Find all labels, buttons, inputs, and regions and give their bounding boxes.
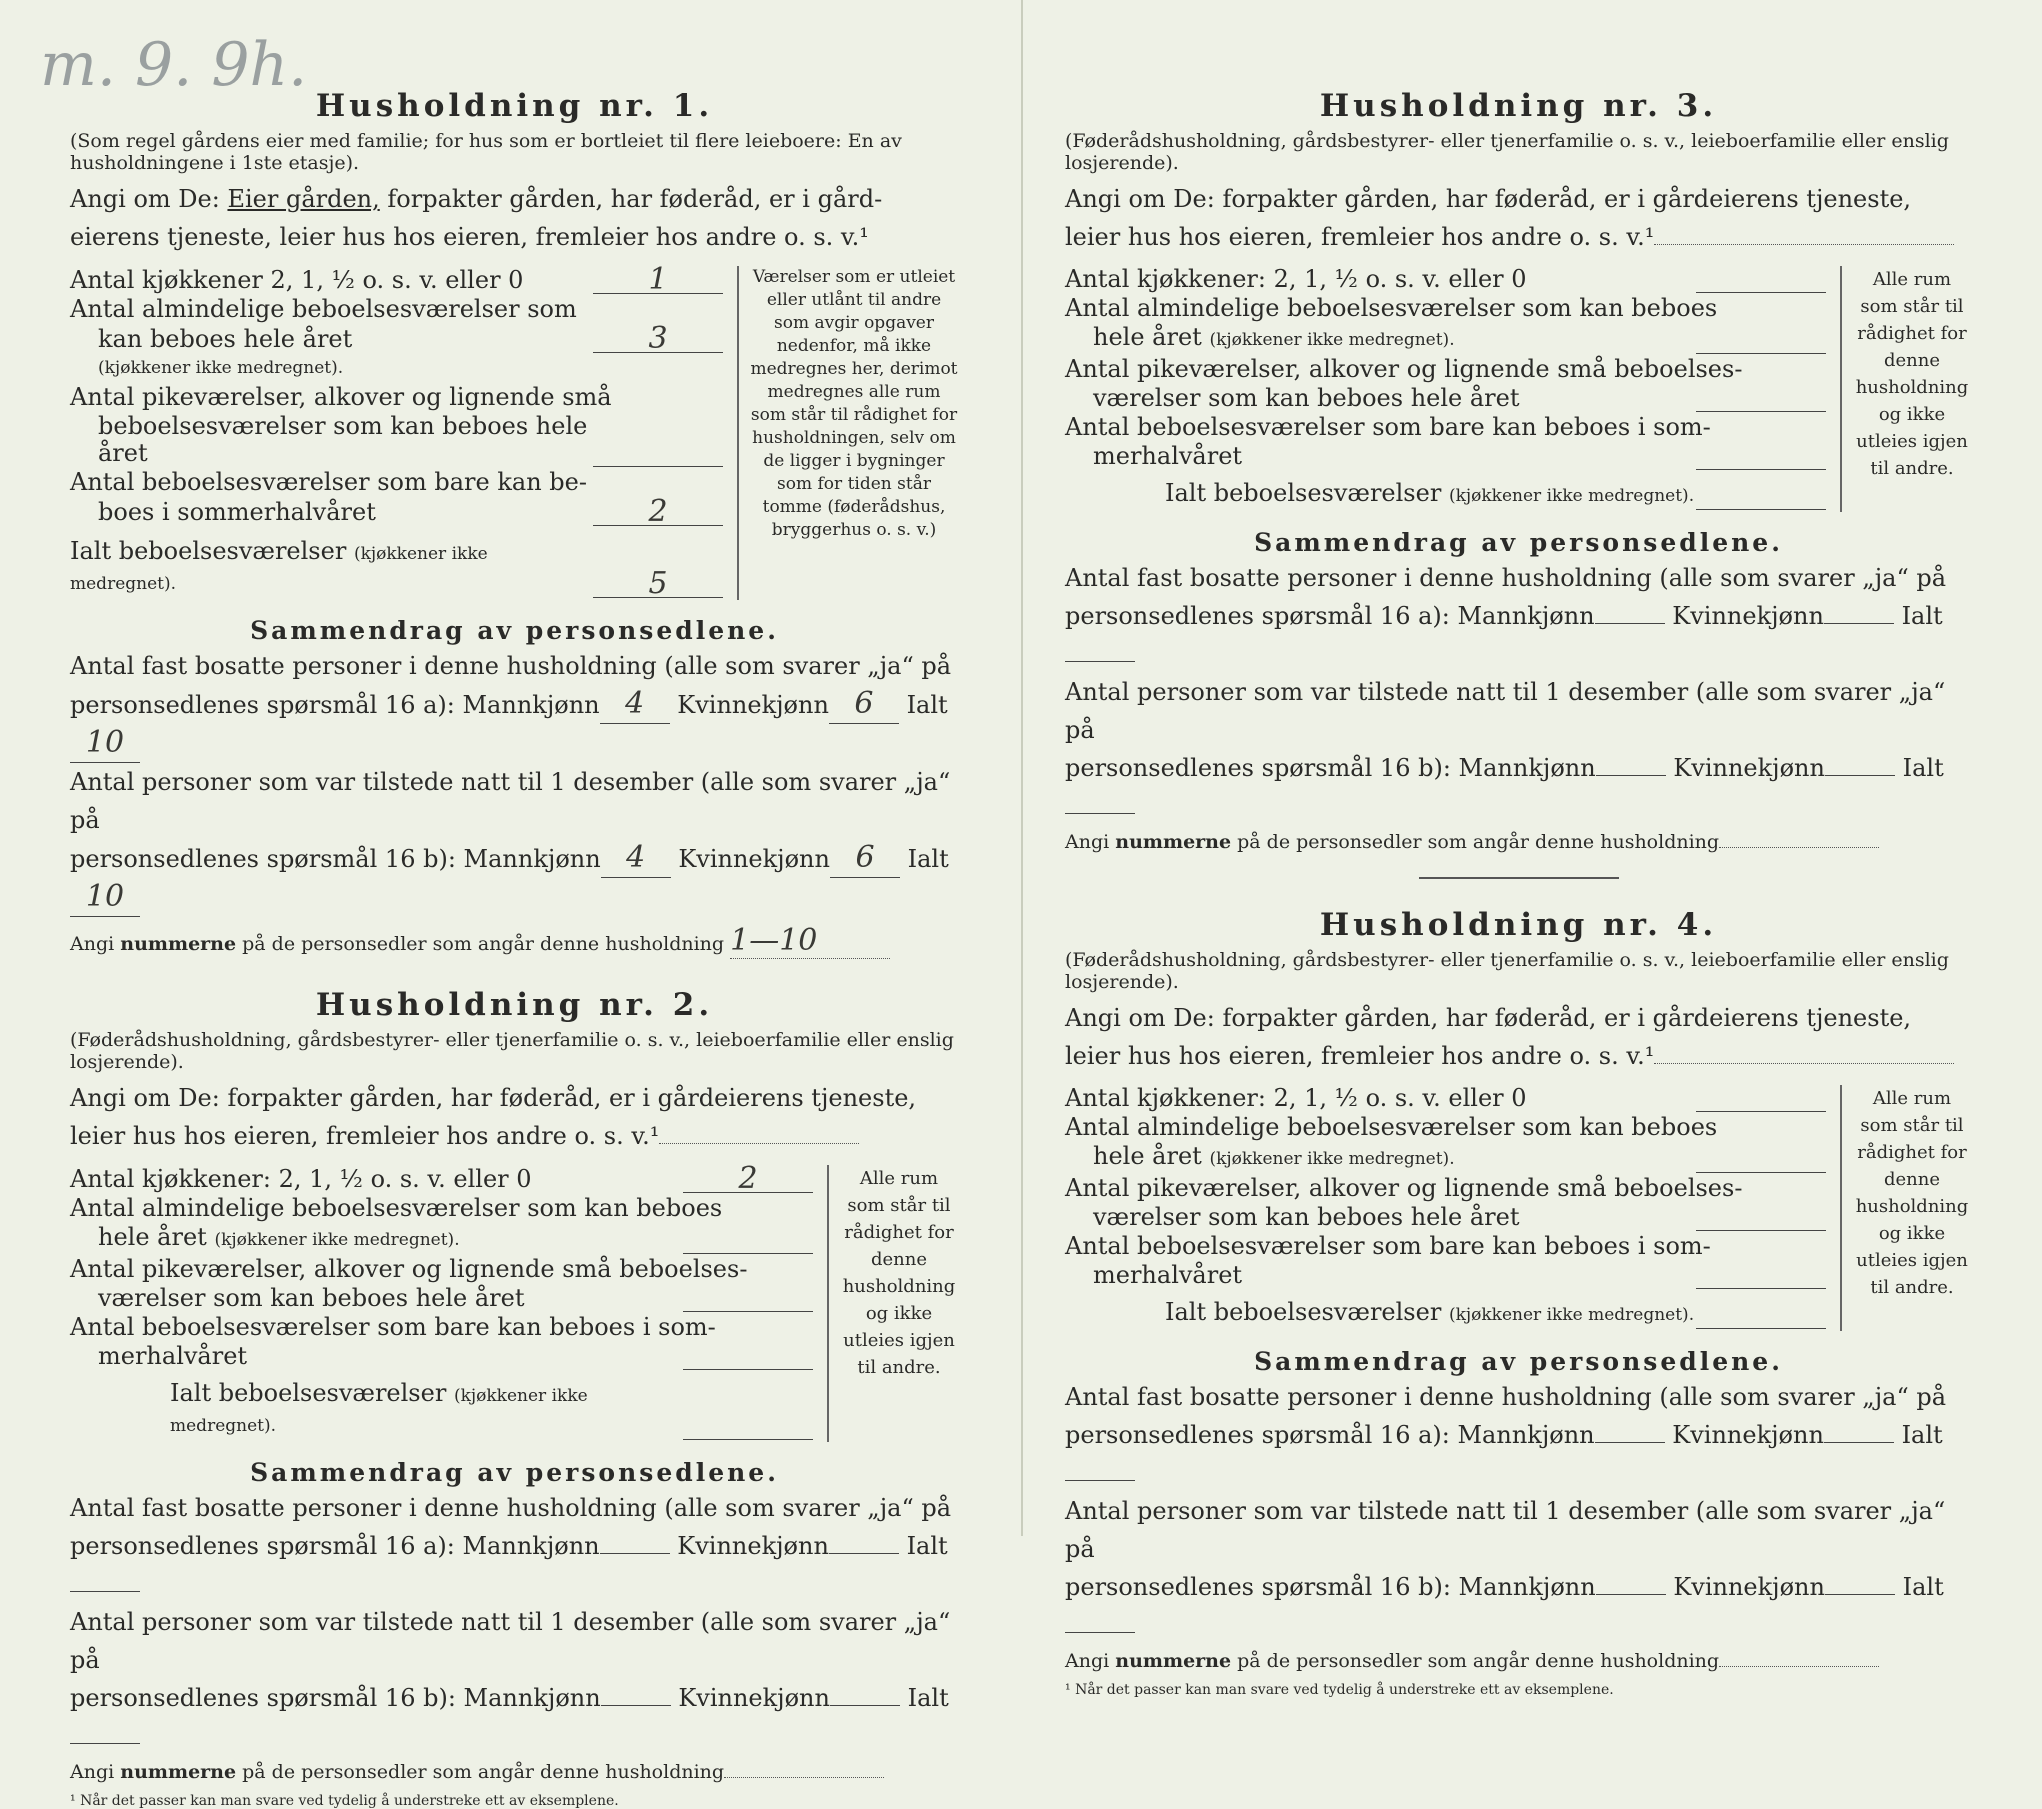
summary-title: Sammendrag av personsedlene. [250, 616, 779, 645]
angi-prefix: Angi om De: [70, 1084, 220, 1112]
household-2-side-note: Alle rum som står til rådighet for denne husholdning og ikke utleies igjen til andre. [827, 1165, 959, 1442]
q16a-mann: 4 [600, 685, 670, 724]
q16a-intro: Antal fast bosatte personer i denne husholdning (alle som svarer „ja“ på [70, 652, 952, 680]
household-4-type [1065, 999, 1972, 1075]
summer-rooms-label-2: boes i sommerhalvåret [98, 498, 376, 526]
ordinary-rooms-label: Antal almindelige beboelsesværelser som kan beboes [1065, 294, 1718, 322]
ordinary-rooms-label-2: kan beboes hele året [98, 325, 353, 353]
numbers-pre: Angi [1065, 1650, 1110, 1672]
total-rooms-label: Ialt beboelsesværelser [170, 1379, 447, 1407]
maid-rooms-label: Antal pikeværelser, alkover og lignende små beboelses- [70, 1255, 748, 1283]
ialt-label: Ialt [1902, 1573, 1944, 1601]
household-1-numbers: 1—10 [730, 923, 890, 959]
household-4-note: (Føderådshusholdning, gårdsbestyrer- eller tjenerfamilie o. s. v., leieboerfamilie eller enslig losjerende). [1065, 949, 1949, 993]
ialt-label: Ialt [1902, 754, 1944, 782]
q16b-line: personsedlenes spørsmål 16 b): [1065, 1573, 1451, 1601]
numbers-pre: Angi [70, 1761, 115, 1783]
excl-kitchen-note: (kjøkkener ikke medregnet). [214, 1230, 460, 1250]
household-4 [1065, 907, 1972, 1698]
h3-summary-16a [1065, 559, 1972, 673]
excl-kitchen-note: (kjøkkener ikke medregnet). [70, 544, 488, 594]
ialt-label: Ialt [1901, 602, 1943, 630]
q16b-ialt: 10 [70, 878, 140, 917]
summary-16b [70, 763, 959, 917]
household-3 [1065, 88, 1972, 879]
ialt-label: Ialt [906, 691, 948, 719]
mann-label: Mannkjønn [1457, 1421, 1595, 1449]
q16a-intro: Antal fast bosatte personer i denne husholdning (alle som svarer „ja“ på [70, 1494, 952, 1522]
footnote: ¹ Når det passer kan man svare ved tydelig å understreke ett av eksemplene. [70, 1793, 619, 1809]
ialt-label: Ialt [907, 1684, 949, 1712]
mann-label: Mannkjønn [1458, 1573, 1596, 1601]
kitchen-count: 1 [593, 266, 723, 294]
household-2-type [70, 1079, 959, 1155]
household-3-rooms [1065, 266, 1972, 512]
maid-rooms-label-2: værelser som kan beboes hele året [98, 1284, 525, 1312]
ordinary-rooms-label-2: hele året [1093, 323, 1202, 351]
excl-kitchen-note: (kjøkkener ikke medregnet). [98, 358, 344, 378]
summer-rooms-label: Antal beboelsesværelser som bare kan be- [70, 468, 587, 496]
numbers-row [70, 923, 959, 959]
numbers-post: på de personsedler som angår denne husholdning [242, 933, 725, 955]
summary-16a [70, 647, 959, 763]
total-rooms-label: Ialt beboelsesværelser [70, 537, 347, 565]
q16a-line: personsedlenes spørsmål 16 a): [70, 691, 455, 719]
angi-rest: leier hus hos eieren, fremleier hos andre o. s. v.¹ [70, 1122, 660, 1150]
household-3-type [1065, 180, 1972, 256]
total-rooms-label: Ialt beboelsesværelser [1165, 1298, 1442, 1326]
ordinary-rooms-label-2: hele året [98, 1223, 207, 1251]
household-4-side-note: Alle rum som står til rådighet for denne husholdning og ikke utleies igjen til andre. [1840, 1085, 1972, 1331]
ialt-label: Ialt [1901, 1421, 1943, 1449]
angi-rest: leier hus hos eieren, fremleier hos andre o. s. v.¹ [1065, 1042, 1655, 1070]
summer-rooms-label: Antal beboelsesværelser som bare kan beboes i som- [70, 1313, 716, 1341]
kitchen-label: Antal kjøkkener: 2, 1, ½ o. s. v. eller 0 [1065, 265, 1527, 293]
excl-kitchen-note: (kjøkkener ikke medregnet). [1209, 330, 1455, 350]
household-1-side-note: Værelser som er utleiet eller utlånt til andre som avgir opgaver nedenfor, må ikke medregnes her, derimot medregnes alle rum som står til rådighet for husholdningen, selv om de ligger i bygninger som for tiden står tomme (føderådshus, bryggerhus o. s. v.) [737, 266, 959, 600]
q16b-intro: Antal personer som var tilstede natt til 1 desember (alle som svarer „ja“ på [1065, 1497, 1946, 1563]
numbers-post: på de personsedler som angår denne husholdning [1237, 831, 1720, 853]
kvinne-label: Kvinnekjønn [677, 691, 829, 719]
kvinne-label: Kvinnekjønn [677, 1532, 829, 1560]
numbers-bold: nummerne [1115, 831, 1232, 853]
household-1-title: Husholdning nr. 1. [315, 88, 714, 124]
q16a-line: personsedlenes spørsmål 16 a): [1065, 602, 1450, 630]
section-separator [1419, 877, 1619, 879]
h4-numbers-row [1065, 1650, 1972, 1672]
mann-label: Mannkjønn [1458, 754, 1596, 782]
tenant-options: forpakter gården, har føderåd, er i gårdeierens tjeneste, [1222, 185, 1912, 213]
q16a-ialt: 10 [70, 724, 140, 763]
excl-kitchen-note: (kjøkkener ikke medregnet). [1209, 1149, 1455, 1169]
excl-kitchen-note: (kjøkkener ikke medregnet). [170, 1386, 588, 1436]
option-eier-underlined: Eier gården, [227, 185, 380, 213]
total-rooms-count: 5 [593, 570, 723, 598]
summer-rooms-label-2: merhalvåret [1093, 1261, 1243, 1289]
angi-rest: leier hus hos eieren, fremleier hos andre o. s. v.¹ [1065, 223, 1655, 251]
q16a-intro: Antal fast bosatte personer i denne husholdning (alle som svarer „ja“ på [1065, 564, 1947, 592]
h2-summary-16a [70, 1489, 959, 1603]
household-3-side-note: Alle rum som står til rådighet for denne husholdning og ikke utleies igjen til andre. [1840, 266, 1972, 512]
kvinne-label: Kvinnekjønn [1673, 1573, 1825, 1601]
q16b-line: personsedlenes spørsmål 16 b): [1065, 754, 1451, 782]
household-3-title: Husholdning nr. 3. [1319, 88, 1718, 124]
household-2-rooms [70, 1161, 959, 1442]
ordinary-rooms-label: Antal almindelige beboelsesværelser som kan beboes [1065, 1113, 1718, 1141]
q16b-kvinne: 6 [830, 839, 900, 878]
h2-numbers-row [70, 1761, 959, 1783]
numbers-bold: nummerne [120, 933, 237, 955]
ordinary-rooms-label: Antal almindelige beboelsesværelser som [70, 295, 577, 323]
q16b-line: personsedlenes spørsmål 16 b): [70, 1684, 456, 1712]
q16b-mann: 4 [601, 839, 671, 878]
household-3-note: (Føderådshusholdning, gårdsbestyrer- eller tjenerfamilie o. s. v., leieboerfamilie eller enslig losjerende). [1065, 130, 1949, 174]
q16a-line: personsedlenes spørsmål 16 a): [1065, 1421, 1450, 1449]
tenant-options: forpakter gården, har føderåd, er i gårdeierens tjeneste, [1222, 1004, 1912, 1032]
numbers-pre: Angi [1065, 831, 1110, 853]
kitchen-label: Antal kjøkkener: 2, 1, ½ o. s. v. eller 0 [1065, 1084, 1527, 1112]
summer-rooms-label-2: merhalvåret [1093, 442, 1243, 470]
summer-rooms-label-2: merhalvåret [98, 1342, 248, 1370]
numbers-pre: Angi [70, 933, 115, 955]
summary-title: Sammendrag av personsedlene. [250, 1458, 779, 1487]
household-4-title: Husholdning nr. 4. [1319, 907, 1718, 943]
mann-label: Mannkjønn [462, 691, 600, 719]
q16a-kvinne: 6 [829, 685, 899, 724]
h4-summary-16a [1065, 1378, 1972, 1492]
maid-rooms-count [593, 440, 723, 467]
maid-rooms-label: Antal pikeværelser, alkover og lignende små beboelses- [1065, 1174, 1743, 1202]
kvinne-label: Kvinnekjønn [1672, 1421, 1824, 1449]
household-2-title: Husholdning nr. 2. [315, 987, 714, 1023]
maid-rooms-label-2: værelser som kan beboes hele året [1093, 384, 1520, 412]
angi-prefix: Angi om De: [1065, 1004, 1215, 1032]
summary-title: Sammendrag av personsedlene. [1254, 528, 1783, 557]
excl-kitchen-note: (kjøkkener ikke medregnet). [1448, 486, 1695, 506]
numbers-bold: nummerne [120, 1761, 237, 1783]
ordinary-rooms-count: 3 [593, 325, 723, 353]
mann-label: Mannkjønn [462, 1532, 600, 1560]
h2-summary-16b [70, 1603, 959, 1755]
kitchen-label: Antal kjøkkener: 2, 1, ½ o. s. v. eller 0 [70, 1165, 532, 1193]
numbers-post: på de personsedler som angår denne husholdning [1237, 1650, 1720, 1672]
mann-label: Mannkjønn [1457, 602, 1595, 630]
ialt-label: Ialt [906, 1532, 948, 1560]
household-2 [70, 987, 959, 1809]
household-1-rooms [70, 262, 959, 601]
h4-summary-16b [1065, 1492, 1972, 1644]
summer-rooms-label: Antal beboelsesværelser som bare kan beboes i som- [1065, 413, 1711, 441]
excl-kitchen-note: (kjøkkener ikke medregnet). [1448, 1305, 1695, 1325]
q16b-line: personsedlenes spørsmål 16 b): [70, 845, 456, 873]
q16a-line: personsedlenes spørsmål 16 a): [70, 1532, 455, 1560]
handwritten-annotation: m. 9. 9h. [40, 30, 308, 100]
ordinary-rooms-label-2: hele året [1093, 1142, 1202, 1170]
summer-rooms-count: 2 [593, 498, 723, 526]
angi-prefix: Angi om De: [1065, 185, 1215, 213]
household-1-type [70, 180, 959, 256]
household-1-note: (Som regel gårdens eier med familie; for hus som er bortleiet til flere leieboere: En av husholdningene i 1ste etasje). [70, 130, 902, 174]
q16b-intro: Antal personer som var tilstede natt til 1 desember (alle som svarer „ja“ på [70, 1608, 951, 1674]
ialt-label: Ialt [907, 845, 949, 873]
q16b-intro: Antal personer som var tilstede natt til 1 desember (alle som svarer „ja“ på [70, 768, 951, 834]
footnote: ¹ Når det passer kan man svare ved tydelig å understreke ett av eksemplene. [1065, 1682, 1614, 1698]
options-text: forpakter gården, har føderåd, er i gård- [387, 185, 883, 213]
total-rooms-label: Ialt beboelsesværelser [1165, 479, 1442, 507]
maid-rooms-label-2: beboelsesværelser som kan beboes hele året [98, 412, 588, 467]
summer-rooms-label: Antal beboelsesværelser som bare kan beboes i som- [1065, 1232, 1711, 1260]
maid-rooms-label-2: værelser som kan beboes hele året [1093, 1203, 1520, 1231]
kvinne-label: Kvinnekjønn [678, 1684, 830, 1712]
kvinne-label: Kvinnekjønn [1673, 754, 1825, 782]
maid-rooms-label: Antal pikeværelser, alkover og lignende små beboelses- [1065, 355, 1743, 383]
numbers-bold: nummerne [1115, 1650, 1232, 1672]
household-4-rooms [1065, 1085, 1972, 1331]
q16a-intro: Antal fast bosatte personer i denne husholdning (alle som svarer „ja“ på [1065, 1383, 1947, 1411]
tenant-options: forpakter gården, har føderåd, er i gårdeierens tjeneste, [227, 1084, 917, 1112]
h3-numbers-row [1065, 831, 1972, 853]
h2-kitchen-count: 2 [683, 1165, 813, 1193]
q16b-intro: Antal personer som var tilstede natt til 1 desember (alle som svarer „ja“ på [1065, 678, 1946, 744]
summary-title: Sammendrag av personsedlene. [1254, 1347, 1783, 1376]
kvinne-label: Kvinnekjønn [1672, 602, 1824, 630]
h3-summary-16b [1065, 673, 1972, 825]
options-text-2: eierens tjeneste, leier hus hos eieren, fremleier hos andre o. s. v.¹ [70, 223, 869, 251]
right-page [1021, 0, 2042, 1698]
numbers-post: på de personsedler som angår denne husholdning [242, 1761, 725, 1783]
mann-label: Mannkjønn [463, 1684, 601, 1712]
angi-prefix: Angi om De: [70, 185, 220, 213]
household-1 [70, 88, 959, 959]
maid-rooms-label: Antal pikeværelser, alkover og lignende små [70, 383, 612, 411]
kitchen-label: Antal kjøkkener 2, 1, ½ o. s. v. eller 0 [70, 266, 524, 294]
kvinne-label: Kvinnekjønn [678, 845, 830, 873]
household-2-note: (Føderådshusholdning, gårdsbestyrer- eller tjenerfamilie o. s. v., leieboerfamilie eller enslig losjerende). [70, 1029, 954, 1073]
ordinary-rooms-label: Antal almindelige beboelsesværelser som kan beboes [70, 1194, 723, 1222]
mann-label: Mannkjønn [463, 845, 601, 873]
